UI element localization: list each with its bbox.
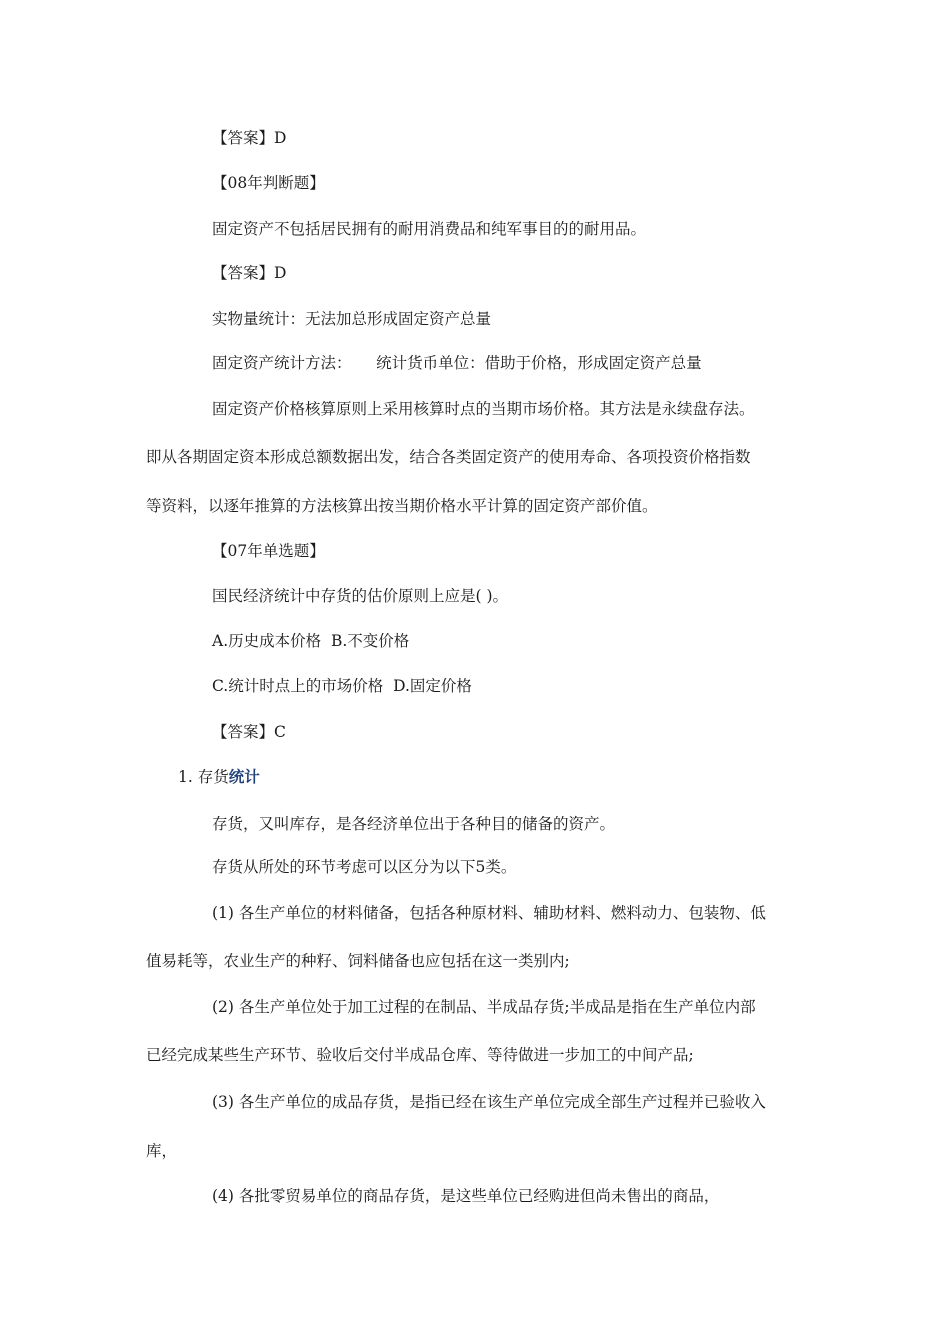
answer-line: 【答案】C — [212, 723, 286, 741]
answer-line: 【答案】D — [212, 129, 287, 147]
question-text: 国民经济统计中存货的估价原则上应是( )。 — [212, 587, 509, 605]
list-item-line: (4) 各批零贸易单位的商品存货，是这些单位已经购进但尚未售出的商品， — [212, 1187, 720, 1205]
option-line: C.统计时点上的市场价格 D.固定价格 — [212, 677, 472, 695]
list-item-line: 库， — [146, 1142, 178, 1160]
list-item-line: (1) 各生产单位的材料储备，包括各种原材料、辅助材料、燃料动力、包装物、低 — [212, 904, 766, 922]
paragraph-line: 存货从所处的环节考虑可以区分为以下5类。 — [212, 858, 517, 876]
section-heading — [178, 766, 260, 788]
option-line: A.历史成本价格 B.不变价格 — [212, 632, 410, 650]
paragraph-line: 等资料，以逐年推算的方法核算出按当期价格水平计算的固定资产部价值。 — [146, 497, 658, 515]
list-item-line: (3) 各生产单位的成品存货，是指已经在该生产单位完成全部生产过程并已验收入 — [212, 1093, 766, 1111]
paragraph-line: 实物量统计：无法加总形成固定资产总量 — [212, 310, 492, 328]
statistics-link[interactable]: 统计 — [228, 767, 260, 786]
question-tag: 【07年单选题】 — [212, 542, 325, 560]
paragraph-line: 即从各期固定资本形成总额数据出发，结合各类固定资产的使用寿命、各项投资价格指数 — [146, 448, 751, 466]
question-tag: 【08年判断题】 — [212, 174, 325, 192]
section-heading-prefix: 1. 存货 — [178, 768, 229, 786]
list-item-line: 值易耗等，农业生产的种籽、饲料储备也应包括在这一类别内; — [146, 952, 570, 970]
list-item-line: 已经完成某些生产环节、验收后交付半成品仓库、等待做进一步加工的中间产品; — [146, 1046, 694, 1064]
list-item-line: (2) 各生产单位处于加工过程的在制品、半成品存货;半成品是指在生产单位内部 — [212, 998, 756, 1016]
paragraph-line: 固定资产统计方法： 统计货币单位：借助于价格，形成固定资产总量 — [212, 354, 702, 372]
answer-line: 【答案】D — [212, 264, 287, 282]
paragraph-line: 存货，又叫库存，是各经济单位出于各种目的储备的资产。 — [212, 815, 616, 833]
paragraph-line: 固定资产价格核算原则上采用核算时点的当期市场价格。其方法是永续盘存法。 — [212, 400, 755, 418]
question-text: 固定资产不包括居民拥有的耐用消费品和纯军事目的的耐用品。 — [212, 220, 647, 238]
